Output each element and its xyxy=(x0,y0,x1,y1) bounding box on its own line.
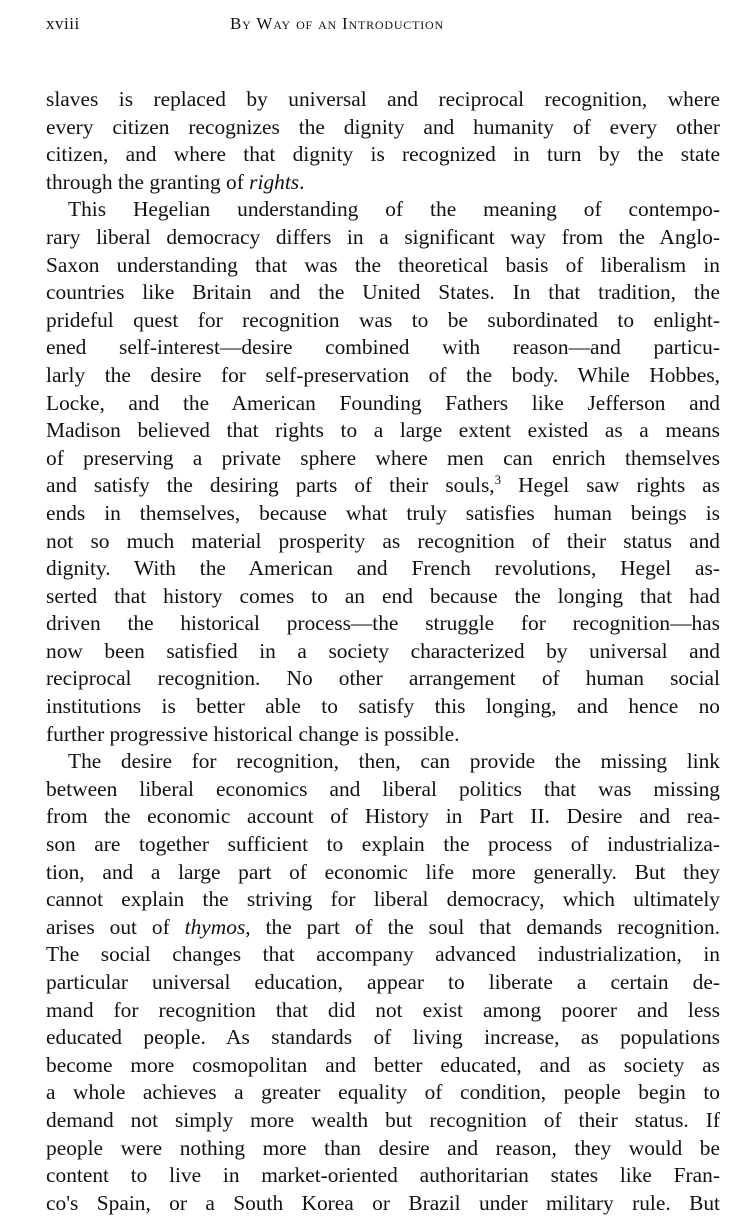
text-line: The desire for recognition, then, can provide the missing link xyxy=(68,749,720,774)
book-page xyxy=(46,14,720,1217)
text-line: rary liberal democracy differs in a significant way from the Anglo- xyxy=(46,224,720,249)
text-line: tion, and a large part of economic life more generally. But they xyxy=(46,859,720,884)
text-line: particular universal education, appear to liberate a certain de- xyxy=(46,970,720,994)
text-line: institutions is better able to satisfy this longing, and hence no xyxy=(46,694,720,719)
text-line: every citizen recognizes the dignity and humanity of every other xyxy=(46,114,720,139)
body-text xyxy=(46,86,720,1217)
text-line: prideful quest for recognition was to be subordinated to enlight- xyxy=(46,307,720,332)
text-line: mand for recognition that did not exist among poorer and less xyxy=(46,997,720,1022)
text-line: serted that history comes to an end because the longing that had xyxy=(46,583,720,608)
text-line: reciprocal recognition. No other arrangement of human social xyxy=(46,666,720,691)
chapter-title: By Way of an Introduction xyxy=(230,14,444,33)
running-head xyxy=(46,14,720,46)
text-line: Locke, and the American Founding Fathers like Jefferson and xyxy=(46,390,720,415)
paragraph-2 xyxy=(46,196,720,748)
text-line: demand not simply more wealth but recognition of their status. If xyxy=(46,1107,720,1132)
paragraph-1 xyxy=(46,86,720,196)
text-line: not so much material prosperity as recognition of their status and xyxy=(46,528,720,553)
text-line: arises out of thymos, the part of the soul that demands recognition. xyxy=(46,914,720,939)
text-line: larly the desire for self-preservation of the body. While Hobbes, xyxy=(46,362,720,387)
page-number: xviii xyxy=(46,14,80,33)
text-line: slaves is replaced by universal and reciprocal recognition, where xyxy=(46,87,720,111)
text-line: a whole achieves a greater equality of condition, people begin to xyxy=(46,1080,720,1105)
text-line: co's Spain, or a South Korea or Brazil under military rule. But xyxy=(46,1190,720,1215)
text-line: from the economic account of History in Part II. Desire and rea- xyxy=(46,804,720,829)
text-line: further progressive historical change is possible. xyxy=(46,721,460,746)
text-line: between liberal economics and liberal politics that was missing xyxy=(46,776,720,801)
footnote-marker[interactable]: 3 xyxy=(494,472,502,488)
text-line: son are together sufficient to explain the process of industrializa- xyxy=(46,832,720,857)
text-line: ends in themselves, because what truly satisfies human beings is xyxy=(46,500,720,525)
italic-term: rights xyxy=(249,169,300,194)
text-line: Madison believed that rights to a large extent existed as a means xyxy=(46,418,720,443)
text-line: through the granting of rights. xyxy=(46,169,305,194)
italic-term: thymos xyxy=(184,914,246,939)
text-line: driven the historical process—the struggle for recognition—has xyxy=(46,611,720,636)
text-line: people were nothing more than desire and reason, they would be xyxy=(46,1135,720,1160)
text-line: cannot explain the striving for liberal democracy, which ultimately xyxy=(46,887,720,912)
text-line: The social changes that accompany advanced industrialization, in xyxy=(46,942,720,967)
text-line: dignity. With the American and French revolutions, Hegel as- xyxy=(46,556,720,581)
text-line: of preserving a private sphere where men can enrich themselves xyxy=(46,445,720,470)
text-line: content to live in market-oriented authoritarian states like Fran- xyxy=(46,1163,720,1188)
paragraph-3 xyxy=(46,748,720,1217)
text-line: ened self-interest—desire combined with reason—and particu- xyxy=(46,335,720,360)
text-line: countries like Britain and the United States. In that tradition, the xyxy=(46,280,720,305)
text-line: Saxon understanding that was the theoretical basis of liberalism in xyxy=(46,252,720,277)
text-line: and satisfy the desiring parts of their souls,$^3$ Hegel saw rights as xyxy=(46,472,721,498)
text-line: This Hegelian understanding of the meaning of contempo- xyxy=(68,197,720,222)
text-line: citizen, and where that dignity is recognized in turn by the state xyxy=(46,142,720,167)
text-line: become more cosmopolitan and better educated, and as society as xyxy=(46,1052,720,1077)
text-line: educated people. As standards of living increase, as populations xyxy=(46,1025,720,1050)
text-line: now been satisfied in a society characterized by universal and xyxy=(46,638,720,663)
